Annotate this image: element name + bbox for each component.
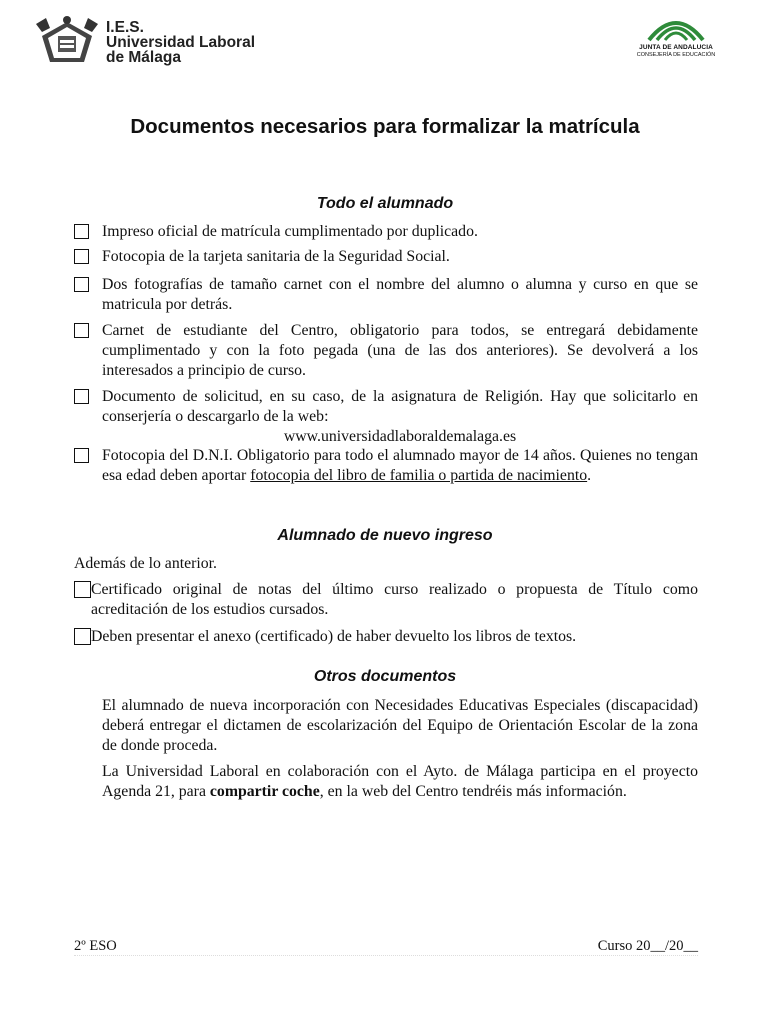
web-address: www.universidadlaboraldemalaga.es (283, 428, 517, 445)
junta-name: JUNTA DE ANDALUCIA (639, 44, 713, 51)
checkbox[interactable] (74, 448, 89, 463)
crest-icon (34, 14, 100, 66)
checkbox[interactable] (74, 249, 89, 264)
list-item: Fotocopia de la tarjeta sanitaria de la Seguridad Social. (74, 247, 698, 267)
checkbox[interactable] (74, 581, 91, 598)
consejeria-name: CONSEJERÍA DE EDUCACIÓN (636, 52, 716, 58)
dni-alternative-link: fotocopia del libro de familia o partida de nacimiento (250, 467, 588, 484)
paragraph-agenda21: La Universidad Laboral en colaboración con el Ayto. de Málaga participa en el proyecto Agenda 21, para compartir coche, en la web del Centro tendréis más información. (102, 763, 698, 800)
list-item: Certificado original de notas del último curso realizado o propuesta de Título como acreditación de los estudios cursados. (74, 580, 698, 620)
paragraph-nee: El alumnado de nueva incorporación con Necesidades Educativas Especiales (discapacidad) deberá entregar el dictamen de escolarización del Equipo de Orientación Escolar de la zona de donde proceda. (102, 697, 698, 754)
junta-logo-icon (645, 12, 707, 42)
checkbox[interactable] (74, 224, 89, 239)
school-name: I.E.S. Universidad Laboral de Málaga (106, 19, 256, 66)
checkbox[interactable] (74, 389, 89, 404)
list-item: Deben presentar el anexo (certificado) de haber devuelto los libros de textos. (74, 627, 698, 647)
bold-phrase: compartir coche (209, 783, 320, 800)
section-intro: Además de lo anterior. (74, 555, 218, 572)
junta-logo (632, 12, 720, 58)
list-item: Carnet de estudiante del Centro, obligatorio para todos, se entregará debidamente cumplimentado y con la foto pegada (una de las dos anteriores). Se devolverá a los interesados a principio de curso. (74, 321, 698, 381)
page-title: Documentos necesarios para formalizar la matrícula (130, 115, 640, 138)
section-heading-otros: Otros documentos (313, 668, 457, 685)
footer-divider (74, 955, 698, 956)
list-item: Documento de solicitud, en su caso, de la asignatura de Religión. Hay que solicitarlo en conserjería o descargarlo de la web: www.universidadlaboraldemalaga.es (74, 387, 698, 447)
footer-academic-year: Curso 20__/20__ (597, 938, 698, 954)
list-item: Dos fotografías de tamaño carnet con el nombre del alumno o alumna y curso en que se matricula por detrás. (74, 275, 698, 315)
section-heading-nuevo-ingreso: Alumnado de nuevo ingreso (277, 527, 493, 544)
checkbox[interactable] (74, 323, 89, 338)
section-heading-todo: Todo el alumnado (316, 195, 454, 212)
list-item: Fotocopia del D.N.I. Obligatorio para todo el alumnado mayor de 14 años. Quienes no tengan esa edad deben aportar fotocopia del libro de familia o partida de nacimiento. (74, 446, 698, 486)
checkbox[interactable] (74, 628, 91, 645)
checkbox[interactable] (74, 277, 89, 292)
footer-course-level: 2º ESO (74, 938, 117, 954)
list-item: Impreso oficial de matrícula cumplimentado por duplicado. (74, 222, 698, 242)
